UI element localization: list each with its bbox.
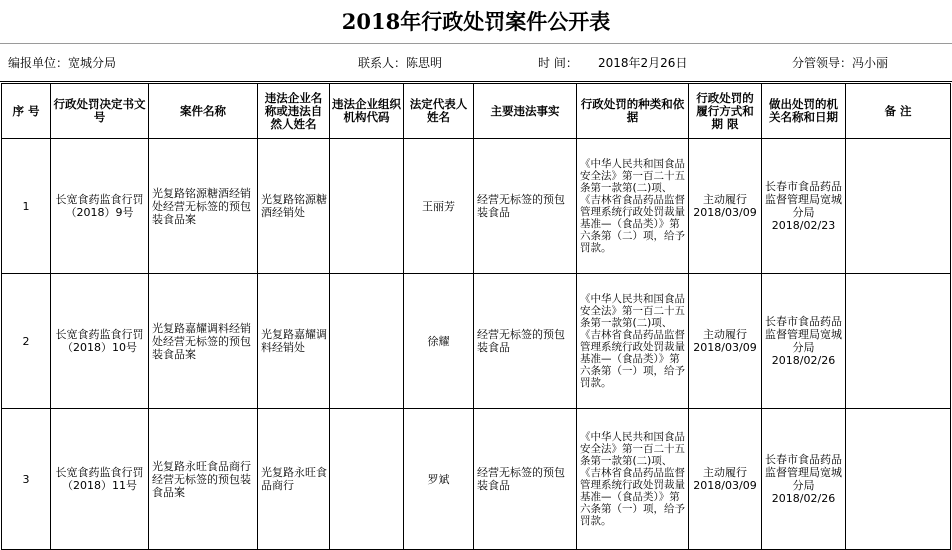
org-code	[330, 139, 404, 274]
time-value: 2018年2月26日	[598, 56, 688, 70]
header-cell: 备 注	[846, 84, 951, 139]
penalty-basis: 《中华人民共和国食品安全法》第一百二十五条第一款第(二)项、《吉林省食品药品监督管理系统行政处罚裁量基准—（食品类）》第六条第（一）项，给予罚款。	[577, 409, 689, 550]
authority-cell	[762, 409, 846, 550]
decision-number: 长宽食药监食行罚（2018）11号	[51, 409, 149, 550]
violation-fact: 经营无标签的预包装食品	[474, 409, 577, 550]
table-header-row	[2, 84, 951, 139]
header-cell: 法定代表人姓名	[404, 84, 474, 139]
decision-number: 长宽食药监食行罚（2018）10号	[51, 274, 149, 409]
violation-fact: 经营无标签的预包装食品	[474, 274, 577, 409]
decision-number: 长宽食药监食行罚（2018）9号	[51, 139, 149, 274]
authority-name: 长春市食品药品监督管理局宽城分局	[765, 180, 842, 219]
entity-name: 光复路嘉耀调料经销处	[258, 274, 330, 409]
header-cell: 违法企业名称或违法自然人姓名	[258, 84, 330, 139]
violation-fact: 经营无标签的预包装食品	[474, 139, 577, 274]
header-cell: 行政处罚的履行方式和期 限	[689, 84, 762, 139]
time-label: 时 间：	[538, 56, 578, 70]
leader: 分管领导：冯小丽	[792, 56, 889, 70]
case-name: 光复路永旺食品商行经营无标签的预包装食品案	[149, 409, 258, 550]
contact-person: 联系人：陈思明	[358, 56, 443, 70]
legal-rep: 王丽芳	[404, 139, 474, 274]
reporting-unit: 编报单位：宽城分局	[8, 56, 117, 70]
header-cell: 序 号	[2, 84, 51, 139]
penalty-basis: 《中华人民共和国食品安全法》第一百二十五条第一款第(二)项、《吉林省食品药品监督管理系统行政处罚裁量基准—（食品类）》第六条第（一）项，给予罚款。	[577, 274, 689, 409]
fulfillment-date: 2018/03/09	[693, 341, 757, 354]
fulfillment-date: 2018/03/09	[693, 479, 757, 492]
fulfillment-cell	[689, 274, 762, 409]
authority-date: 2018/02/26	[771, 492, 836, 505]
header-cell: 行政处罚决定书文号	[51, 84, 149, 139]
fulfillment-method: 主动履行	[703, 328, 747, 341]
remark	[846, 139, 951, 274]
header-cell: 做出处罚的机关名称和日期	[762, 84, 846, 139]
case-name: 光复路嘉耀调料经销处经营无标签的预包装食品案	[149, 274, 258, 409]
authority-date: 2018/02/23	[771, 219, 836, 232]
org-code	[330, 274, 404, 409]
row-number: 3	[2, 409, 51, 550]
authority-cell	[762, 274, 846, 409]
fulfillment-cell	[689, 409, 762, 550]
authority-name: 长春市食品药品监督管理局宽城分局	[765, 315, 842, 354]
fulfillment-method: 主动履行	[703, 466, 747, 479]
penalty-basis: 《中华人民共和国食品安全法》第一百二十五条第一款第(二)项、《吉林省食品药品监督管理系统行政处罚裁量基准—（食品类）》第六条第（二）项，给予罚款。	[577, 139, 689, 274]
authority-date: 2018/02/26	[771, 354, 836, 367]
info-bar	[0, 44, 952, 82]
case-name: 光复路铭源糖酒经销处经营无标签的预包装食品案	[149, 139, 258, 274]
legal-rep: 罗斌	[404, 409, 474, 550]
header-cell: 主要违法事实	[474, 84, 577, 139]
entity-name: 光复路永旺食品商行	[258, 409, 330, 550]
table-row	[2, 409, 951, 550]
legal-rep: 徐耀	[404, 274, 474, 409]
remark	[846, 274, 951, 409]
header-cell: 案件名称	[149, 84, 258, 139]
table-row	[2, 139, 951, 274]
penalty-table	[1, 83, 951, 550]
row-number: 2	[2, 274, 51, 409]
header-cell: 违法企业组织机构代码	[330, 84, 404, 139]
remark	[846, 409, 951, 550]
entity-name: 光复路铭源糖酒经销处	[258, 139, 330, 274]
row-number: 1	[2, 139, 51, 274]
fulfillment-date: 2018/03/09	[693, 206, 757, 219]
page-title: 2018年行政处罚案件公开表	[0, 0, 952, 44]
org-code	[330, 409, 404, 550]
fulfillment-method: 主动履行	[703, 193, 747, 206]
header-cell: 行政处罚的种类和依据	[577, 84, 689, 139]
fulfillment-cell	[689, 139, 762, 274]
authority-name: 长春市食品药品监督管理局宽城分局	[765, 453, 842, 492]
authority-cell	[762, 139, 846, 274]
table-row	[2, 274, 951, 409]
